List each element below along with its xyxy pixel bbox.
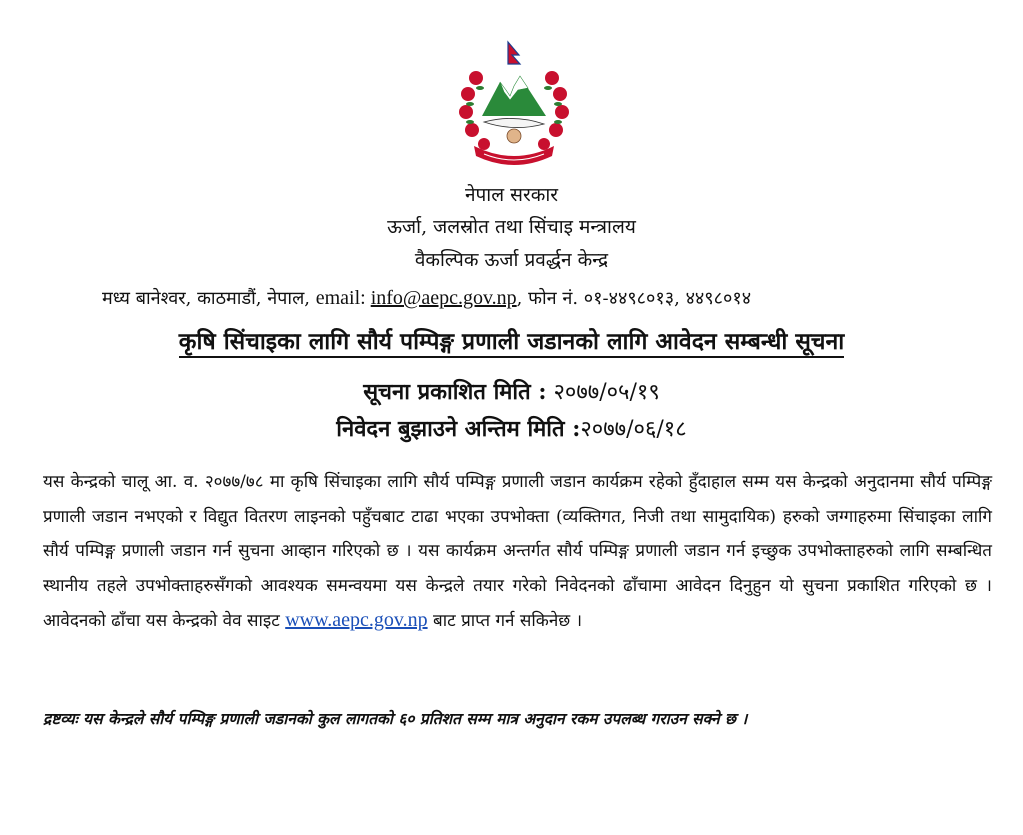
- notice-body-end: बाट प्राप्त गर्न सकिनेछ ।: [427, 611, 583, 631]
- published-date-line: [0, 376, 1023, 406]
- published-date-value: २०७७/०५/१९: [546, 380, 660, 405]
- ministry-name: ऊर्जा, जलस्रोत तथा सिंचाइ मन्त्रालय: [387, 216, 636, 238]
- nepal-emblem-icon: [448, 38, 580, 170]
- deadline-date-value: २०७७/०६/१८: [580, 417, 687, 442]
- email-label: email:: [315, 287, 371, 309]
- deadline-date-line: [0, 413, 1023, 443]
- notice-body: [43, 465, 992, 639]
- government-name: नेपाल सरकार: [464, 184, 559, 206]
- email-link[interactable]: info@aepc.gov.np: [370, 287, 517, 309]
- address-text: मध्य बानेश्वर, काठमाडौं, नेपाल,: [102, 288, 316, 309]
- phone-text: , फोन नं. ०१-४४९८०१३, ४४९८०१४: [516, 288, 752, 309]
- notice-title-wrapper: [0, 324, 1023, 356]
- office-name: वैकल्पिक ऊर्जा प्रवर्द्धन केन्द्र: [414, 249, 609, 271]
- address-line: [102, 286, 982, 310]
- notice-body-text: यस केन्द्रको चालू आ. व. २०७७/७८ मा कृषि सिंचाइका लागि सौर्य पम्पिङ्ग प्रणाली जडान कार्यक्रम रहेको हुँदाहाल सम्म यस केन्द्रको अनुदानमा सौर्य पम्पिङ्ग प्रणाली जडान नभएको र विद्युत वितरण लाइनको पहुँचबाट टाढा भएका उपभोक्ता (व्यक्तिगत, निजी तथा सामुदायिक) हरुको जग्गाहरुमा सिंचाइका लागि सौर्य पम्पिङ्ग प्रणाली जडान गर्न सुचना आव्हान गरिएको छ । यस कार्यक्रम अन्तर्गत सौर्य पम्पिङ्ग प्रणाली जडान गर्न इच्छुक उपभोक्ताहरुको लागि सम्बन्धित स्थानीय तहले उपभोक्ताहरुसँगको आवश्यक समन्वयमा यस केन्द्रले तयार गरेको निवेदनको ढाँचामा आवेदन दिनुहुन यो सुचना प्रकाशित गरिएको छ । आवेदनको ढाँचा यस केन्द्रको वेव साइट: [43, 472, 992, 631]
- deadline-date-label: निवेदन बुझाउने अन्तिम मिति :: [336, 416, 581, 442]
- website-link[interactable]: www.aepc.gov.np: [285, 609, 428, 631]
- notice-title: कृषि सिंचाइका लागि सौर्य पम्पिङ्ग प्रणाली जडानको लागि आवेदन सम्बन्धी सूचना: [179, 328, 844, 358]
- published-date-label: सूचना प्रकाशित मिति :: [363, 379, 547, 405]
- notice-note: द्रष्टव्यः यस केन्द्रले सौर्य पम्पिङ्ग प्रणाली जडानको कुल लागतको ६० प्रतिशत सम्म मात्र अनुदान रकम उपलब्ध गराउन सक्ने छ ।: [43, 709, 748, 728]
